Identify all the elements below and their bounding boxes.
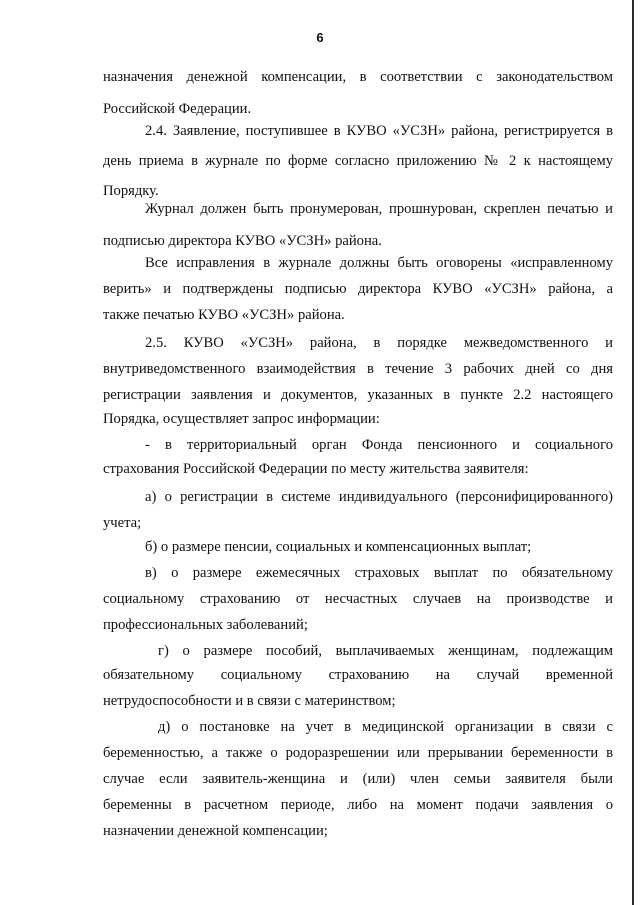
page-number: 6	[316, 30, 324, 45]
text-line: д) о постановке на учет в медицинской организации в связи с	[158, 719, 613, 735]
text-line: - в территориальный орган Фонда пенсионного и социального	[145, 437, 613, 453]
text-line: Журнал должен быть пронумерован, прошнурован, скреплен печатью и	[145, 201, 613, 217]
text-line: беременны в расчетном периоде, либо на момент подачи заявления о	[103, 797, 613, 813]
text-line: а) о регистрации в системе индивидуального (персонифицированного)	[145, 489, 613, 505]
text-line: г) о размере пособий, выплачиваемых женщинам, подлежащим	[158, 643, 613, 659]
text-line: социальному страхованию от несчастных случаев на производстве и	[103, 591, 613, 607]
text-line: Все исправления в журнале должны быть оговорены «исправленному	[145, 255, 613, 271]
text-line: Порядка, осуществляет запрос информации:	[103, 411, 380, 427]
text-line: 2.4. Заявление, поступившее в КУВО «УСЗН» района, регистрируется в	[145, 123, 613, 139]
text-line: профессиональных заболеваний;	[103, 617, 308, 633]
text-line: страхования Российской Федерации по месту жительства заявителя:	[103, 461, 529, 477]
text-line: в) о размере ежемесячных страховых выплат по обязательному	[145, 565, 613, 581]
text-line: назначении денежной компенсации;	[103, 823, 328, 839]
text-line: случае если заявитель-женщина и (или) член семьи заявителя были	[103, 771, 613, 787]
text-line: Российской Федерации.	[103, 101, 252, 117]
text-line: обязательному социальному страхованию на случай временной	[103, 667, 613, 683]
text-line: регистрации заявления и документов, указанных в пункте 2.2 настоящего	[103, 387, 613, 403]
text-line: 2.5. КУВО «УСЗН» района, в порядке межведомственного и	[145, 335, 613, 351]
text-line: беременностью, а также о родоразрешении или прерывании беременности в	[103, 745, 613, 761]
text-line: подписью директора КУВО «УСЗН» района.	[103, 233, 382, 249]
text-line: день приема в журнале по форме согласно приложению № 2 к настоящему	[103, 153, 613, 169]
text-line: внутриведомственного взаимодействия в течение 3 рабочих дней со дня	[103, 361, 613, 377]
text-line: б) о размере пенсии, социальных и компенсационных выплат;	[145, 539, 532, 555]
text-line: учета;	[103, 515, 142, 531]
text-line: назначения денежной компенсации, в соответствии с законодательством	[103, 69, 613, 85]
text-line: верить» и подтверждены подписью директора КУВО «УСЗН» района, а	[103, 281, 613, 297]
text-line: Порядку.	[103, 183, 159, 199]
text-line: также печатью КУВО «УСЗН» района.	[103, 307, 345, 323]
text-line: нетрудоспособности и в связи с материнством;	[103, 693, 396, 709]
page-edge-line	[632, 0, 634, 905]
